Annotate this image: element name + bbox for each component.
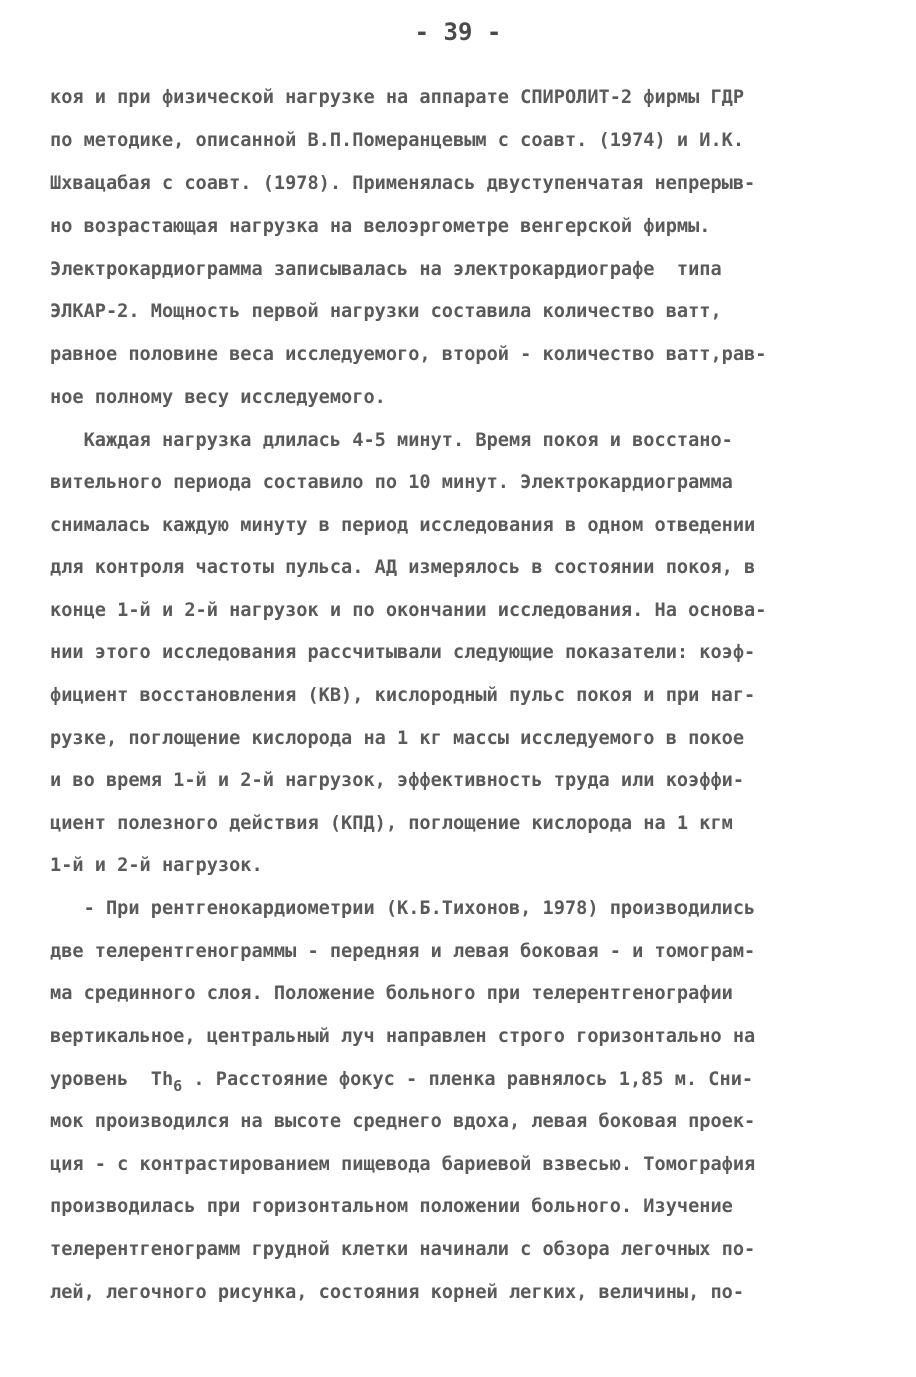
- text-line: конце 1-й и 2-й нагрузок и по окончании исследования. На основа-: [50, 600, 767, 621]
- th-suffix: . Расстояние фокус - пленка равнялось 1,85 м. Сни-: [182, 1069, 754, 1090]
- text-line: вительного периода составило по 10 минут. Электрокардиограмма: [50, 472, 733, 493]
- text-line: равное половине веса исследуемого, второй - количество ватт,рав-: [50, 344, 767, 365]
- text-line-th6: [50, 1068, 753, 1098]
- text-line: лей, легочного рисунка, состояния корней легких, величины, по-: [50, 1282, 745, 1303]
- text-line: ное полному весу исследуемого.: [50, 387, 386, 408]
- text-line: 1-й и 2-й нагрузок.: [50, 855, 263, 876]
- text-line: две телерентгенограммы - передняя и левая боковая - и томограм-: [50, 941, 756, 962]
- th-prefix: уровень Th: [50, 1069, 174, 1090]
- text-line: Электрокардиограмма записывалась на электрокардиографе типа: [50, 259, 722, 280]
- text-line: рузке, поглощение кислорода на 1 кг массы исследуемого в покое: [50, 728, 745, 749]
- text-line: производилась при горизонтальном положении больного. Изучение: [50, 1196, 733, 1217]
- text-line: - При рентгенокардиометрии (К.Б.Тихонов, 1978) производились: [50, 898, 756, 919]
- text-line: мок производился на высоте среднего вдоха, левая боковая проек-: [50, 1111, 756, 1132]
- text-line: коя и при физической нагрузке на аппарате СПИРОЛИТ-2 фирмы ГДР: [50, 87, 745, 108]
- text-line: ма срединного слоя. Положение больного при телерентгенографии: [50, 983, 733, 1004]
- text-line: по методике, описанной В.П.Померанцевым с соавт. (1974) и И.К.: [50, 130, 745, 151]
- text-line: ция - с контрастированием пищевода бариевой взвесью. Томография: [50, 1154, 756, 1175]
- text-line: но возрастающая нагрузка на велоэргометре венгерской фирмы.: [50, 216, 711, 237]
- text-line: фициент восстановления (КВ), кислородный пульс покоя и при наг-: [50, 685, 756, 706]
- text-line: Шхвацабая с соавт. (1978). Применялась двуступенчатая непрерыв-: [50, 173, 756, 194]
- text-line: вертикальное, центральный луч направлен строго горизонтально на: [50, 1026, 756, 1047]
- text-line: снималась каждую минуту в период исследования в одном отведении: [50, 515, 756, 536]
- text-line: Каждая нагрузка длилась 4-5 минут. Время покоя и восстано-: [50, 430, 733, 451]
- text-line: телерентгенограмм грудной клетки начинали с обзора легочных по-: [50, 1239, 756, 1260]
- th-subscript: 6: [173, 1077, 183, 1095]
- page-number: - 39 -: [414, 18, 502, 46]
- text-line: ЭЛКАР-2. Мощность первой нагрузки составила количество ватт,: [50, 301, 722, 322]
- text-line: нии этого исследования рассчитывали следующие показатели: коэф-: [50, 642, 756, 663]
- text-line: и во время 1-й и 2-й нагрузок, эффективность труда или коэффи-: [50, 770, 745, 791]
- text-line: для контроля частоты пульса. АД измерялось в состоянии покоя, в: [50, 557, 756, 578]
- text-line: циент полезного действия (КПД), поглощение кислорода на 1 кгм: [50, 813, 733, 834]
